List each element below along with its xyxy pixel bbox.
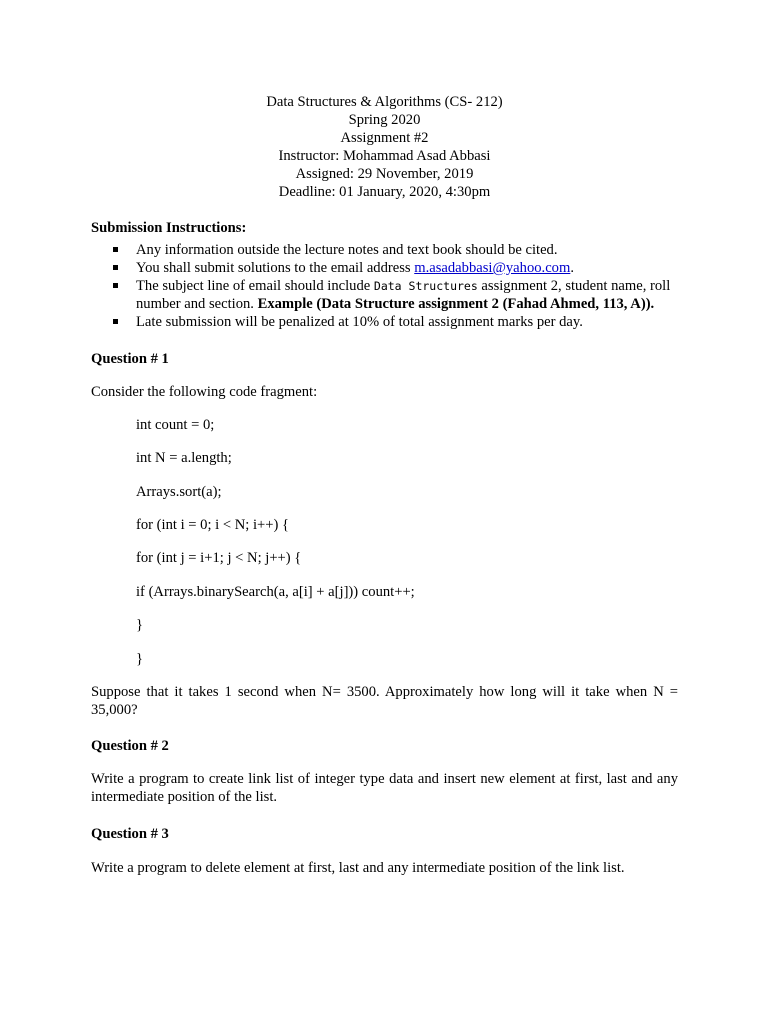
assignment-number: Assignment #2: [340, 130, 429, 146]
bullet-icon: [113, 247, 118, 252]
code-line: int count = 0;: [136, 417, 215, 433]
question-2-title: Question # 2: [91, 738, 169, 754]
term: Spring 2020: [348, 112, 421, 128]
submission-item-text: assignment 2, student name, roll number and section.: [136, 278, 671, 312]
code-line: }: [136, 617, 144, 633]
submission-item-text: You shall submit solutions to the email address: [136, 260, 415, 276]
email-link[interactable]: m.asadabbasi@yahoo.com: [414, 260, 571, 276]
assigned-date: Assigned: 29 November, 2019: [295, 166, 474, 182]
submission-title: Submission Instructions:: [91, 220, 247, 236]
submission-item-text: .: [570, 260, 574, 276]
deadline: Deadline: 01 January, 2020, 4:30pm: [278, 184, 491, 200]
code-line: for (int i = 0; i < N; i++) {: [136, 517, 290, 533]
document-page: [91, 93, 678, 876]
subject-example: Example (Data Structure assignment 2 (Fahad Ahmed, 113, A)).: [257, 296, 655, 312]
question-1-text: Suppose that it takes 1 second when N= 3500. Approximately how long will it take when N = 35,000?: [91, 684, 678, 718]
submission-item-text: The subject line of email should include: [136, 278, 374, 294]
code-line: for (int j = i+1; j < N; j++) {: [136, 550, 302, 566]
document-header: [91, 93, 678, 201]
list-item: [91, 277, 678, 313]
list-item: [91, 313, 678, 331]
question-2-text: Write a program to create link list of integer type data and insert new element at first, last and any intermediate position of the list.: [91, 771, 678, 805]
bullet-icon: [113, 283, 118, 288]
submission-item-text: Late submission will be penalized at 10% of total assignment marks per day.: [136, 314, 583, 330]
code-line: }: [136, 651, 144, 667]
question-1-title: Question # 1: [91, 351, 169, 367]
instructor: Instructor: Mohammad Asad Abbasi: [278, 148, 491, 164]
code-line: Arrays.sort(a);: [136, 484, 222, 500]
list-item: [91, 259, 678, 277]
bullet-icon: [113, 319, 118, 324]
question-3-text: Write a program to delete element at first, last and any intermediate position of the link list.: [91, 860, 625, 876]
list-item: [91, 241, 678, 259]
question-1-intro: Consider the following code fragment:: [91, 384, 318, 400]
question-3-title: Question # 3: [91, 826, 169, 842]
subject-keyword: Data Structures: [373, 279, 478, 293]
bullet-icon: [113, 265, 118, 270]
submission-item-text: Any information outside the lecture notes and text book should be cited.: [136, 242, 558, 258]
code-line: if (Arrays.binarySearch(a, a[i] + a[j])) count++;: [136, 584, 415, 600]
submission-list: [91, 241, 678, 331]
code-line: int N = a.length;: [136, 450, 232, 466]
course-title: Data Structures & Algorithms (CS- 212): [266, 94, 503, 110]
